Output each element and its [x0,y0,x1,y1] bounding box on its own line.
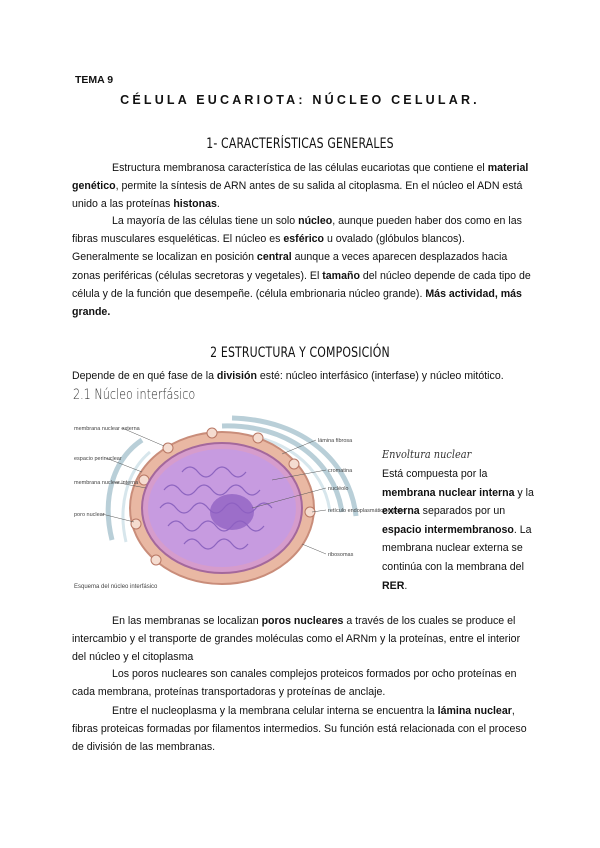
label-espacio-perinuclear: espacio perinuclear [74,456,122,462]
label-ribosomas: ribosomas [328,552,354,558]
paragraph-5: Los poros nucleares son canales complejos proteicos formados por ocho proteínas en cada membrana, proteínas transportadoras y proteínas de anclaje. [72,668,517,699]
label-cromatina: cromatina [328,468,353,474]
label-membrana-interna: membrana nuclear interna [74,480,139,486]
tema-label: TEMA 9 [75,74,114,86]
document-title: CÉLULA EUCARIOTA: NÚCLEO CELULAR. [120,93,480,107]
section-2-heading: 2 ESTRUCTURA Y COMPOSICIÓN [210,345,390,361]
label-membrana-externa: membrana nuclear externa [74,426,140,432]
nucleolus [210,494,254,530]
label-lamina-fibrosa: lámina fibrosa [318,438,353,444]
label-poro-nuclear: poro nuclear [74,512,105,518]
nucleus-diagram [72,420,405,592]
envoltura-title: Envoltura nuclear [382,447,472,461]
section-1-heading: 1- CARACTERÍSTICAS GENERALES [206,136,394,152]
subsection-heading: 2.1 Núcleo interfásico [73,387,196,403]
label-rer: retículo endoplasmático rugoso [328,508,405,514]
paragraph-4: En las membranas se localizan poros nucleares a través de los cuales se produce el intercambio y el transporte de grandes moléculas como el ARNm y la proteínas, entre el interior del núcleo y el citoplasma [72,615,521,664]
paragraph-3: Depende de en qué fase de la división esté: núcleo interfásico (interfase) y núcleo mitótico. [72,370,504,382]
paragraph-2: La mayoría de las células tiene un solo núcleo, aunque pueden haber dos como en las fibras musculares esqueléticas. El núcleo es esférico u ovalado (glóbulos blancos). Generalmente se localizan en posición central aunque a veces aparecen desplazados hacia zonas periféricas (células secretoras y vegetales). El tamaño del núcleo depende de cada tipo de célula y de la función que desempeñe. (célula embrionaria núcleo grande). Más actividad, más grande. [72,215,531,319]
figure-caption: Esquema del núcleo interfásico [74,584,158,590]
paragraph-6: Entre el nucleoplasma y la membrana celular interna se encuentra la lámina nuclear, fibras proteicas formadas por filamentos intermedios. Su función está relacionada con el proceso de división de las membranas. [72,705,527,754]
label-nucleolo: nucléolo [328,486,349,492]
envoltura-text: Está compuesta por la membrana nuclear interna y la externa separados por un espacio intermembranoso. La membrana nuclear externa se continúa con la membrana del RER. [382,468,534,592]
paragraph-1: Estructura membranosa característica de las células eucariotas que contiene el material genético, permite la síntesis de ARN antes de su salida al citoplasma. En el núcleo el ADN está unido a las proteínas histonas. [72,162,529,211]
